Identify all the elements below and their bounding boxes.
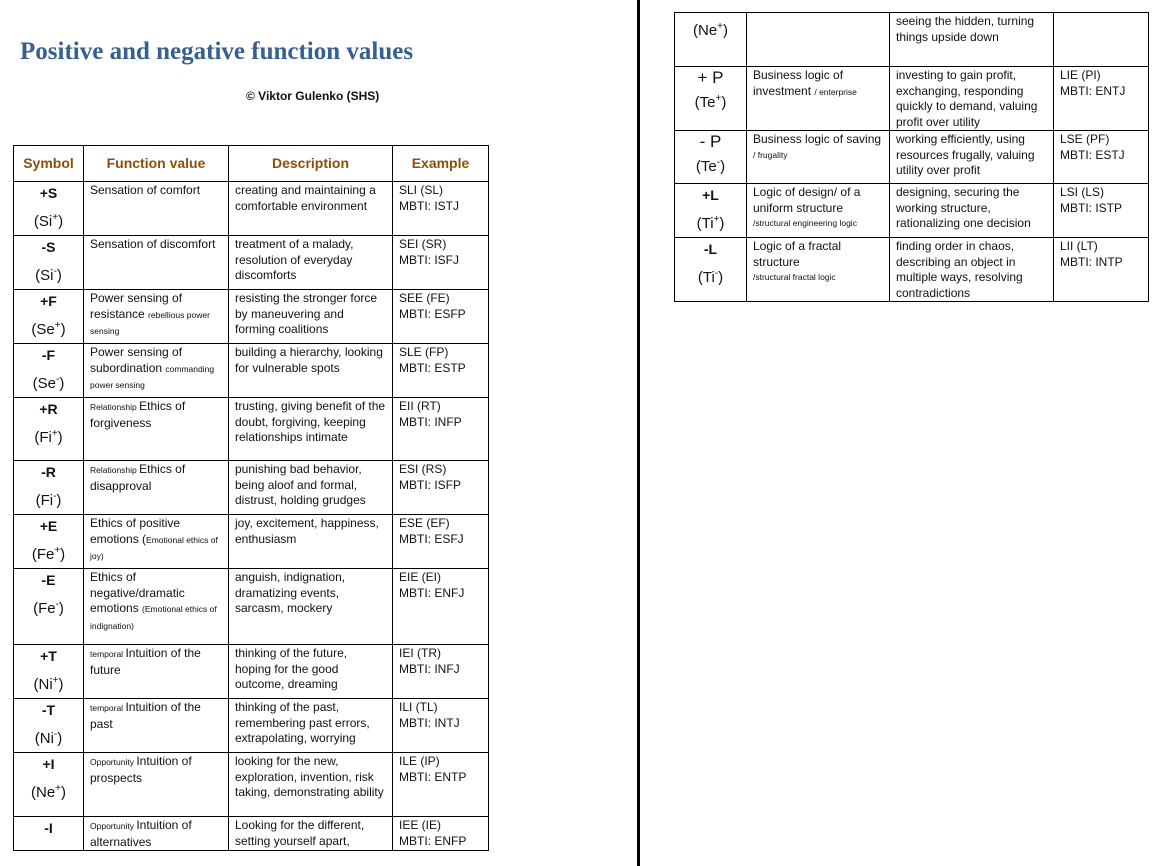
symbol-code: -S	[41, 239, 56, 255]
description-cell: thinking of the future, hoping for the good outcome, dreaming	[229, 645, 393, 699]
symbol-code: -F	[41, 347, 56, 363]
symbol-code: +I	[42, 756, 55, 772]
symbol-cell	[14, 645, 84, 699]
function-values-table-continued	[674, 12, 1149, 302]
example-cell: LSE (PF) MBTI: ESTJ	[1054, 131, 1149, 184]
page-divider	[637, 0, 640, 866]
symbol-function: (Fi-)	[35, 491, 62, 509]
symbol-cell	[14, 290, 84, 344]
symbol-function: (Fe+)	[31, 545, 66, 563]
example-cell: LII (LT) MBTI: INTP	[1054, 238, 1149, 302]
header-example: Example	[393, 146, 489, 182]
example-cell: ESE (EF) MBTI: ESFJ	[393, 515, 489, 569]
symbol-code: -I	[44, 820, 53, 836]
example-cell: ILE (IP) MBTI: ENTP	[393, 753, 489, 817]
function-value-cell: Opportunity Intuition of alternatives	[84, 817, 229, 851]
table-row	[14, 344, 489, 398]
function-value-cell: Relationship Ethics of disapproval	[84, 461, 229, 515]
function-value-cell: Business logic of investment / enterprise	[747, 67, 890, 131]
symbol-cell	[675, 184, 747, 238]
function-value-cell: Ethics of positive emotions (Emotional ethics of joy)	[84, 515, 229, 569]
symbol-function: (Ne+)	[30, 783, 67, 801]
description-cell: designing, securing the working structure, rationalizing one decision	[890, 184, 1054, 238]
symbol-function: (Se-)	[32, 374, 65, 392]
table-row	[14, 236, 489, 290]
symbol-function: (Se+)	[31, 320, 66, 338]
example-cell: LIE (PI) MBTI: ENTJ	[1054, 67, 1149, 131]
copyright: © Viktor Gulenko (SHS)	[246, 89, 380, 103]
symbol-function: (Si+)	[33, 212, 64, 230]
function-value-cell: Sensation of comfort	[84, 182, 229, 236]
symbol-function: (Ti+)	[696, 214, 725, 232]
symbol-code: +L	[702, 187, 719, 203]
example-cell: SEI (SR) MBTI: ISFJ	[393, 236, 489, 290]
table-row	[675, 13, 1149, 67]
symbol-function: (Te+)	[694, 93, 727, 111]
symbol-function: (Ti-)	[697, 268, 724, 286]
symbol-cell	[675, 238, 747, 302]
table-row	[14, 515, 489, 569]
symbol-function: (Si-)	[35, 266, 62, 284]
function-value-cell: Ethics of negative/dramatic emotions (Emotional ethics of indignation)	[84, 569, 229, 645]
description-cell: building a hierarchy, looking for vulnerable spots	[229, 344, 393, 398]
example-cell: IEI (TR) MBTI: INFJ	[393, 645, 489, 699]
function-value-cell: Relationship Ethics of forgiveness	[84, 398, 229, 461]
function-value-cell	[747, 13, 890, 67]
table-row	[14, 753, 489, 817]
example-cell: ILI (TL) MBTI: INTJ	[393, 699, 489, 753]
symbol-code: +S	[39, 185, 58, 201]
example-cell: SEE (FE) MBTI: ESFP	[393, 290, 489, 344]
example-cell: EII (RT) MBTI: INFP	[393, 398, 489, 461]
symbol-code: -L	[703, 241, 718, 257]
header-symbol: Symbol	[14, 146, 84, 182]
symbol-code: + P	[697, 68, 724, 87]
table-row	[14, 645, 489, 699]
function-value-cell: Power sensing of subordination commanding power sensing	[84, 344, 229, 398]
function-values-table	[13, 145, 489, 851]
symbol-cell	[14, 236, 84, 290]
description-cell: trusting, giving benefit of the doubt, forgiving, keeping relationships intimate	[229, 398, 393, 461]
description-cell: punishing bad behavior, being aloof and formal, distrust, holding grudges	[229, 461, 393, 515]
symbol-cell	[14, 699, 84, 753]
table-row	[675, 131, 1149, 184]
description-cell: treatment of a malady, resolution of everyday discomforts	[229, 236, 393, 290]
symbol-function: (Te-)	[695, 157, 726, 175]
symbol-code: - P	[699, 132, 722, 151]
table-header-row	[14, 146, 489, 182]
symbol-code: +R	[39, 401, 58, 417]
symbol-cell	[14, 753, 84, 817]
symbol-function: (Fi+)	[34, 428, 63, 446]
table-row	[14, 461, 489, 515]
table-row	[675, 67, 1149, 131]
description-cell: joy, excitement, happiness, enthusiasm	[229, 515, 393, 569]
function-value-cell: Power sensing of resistance rebellious power sensing	[84, 290, 229, 344]
example-cell: IEE (IE) MBTI: ENFP	[393, 817, 489, 851]
function-value-cell: Opportunity Intuition of prospects	[84, 753, 229, 817]
table-row	[675, 184, 1149, 238]
description-cell: Looking for the different, setting yourself apart,	[229, 817, 393, 851]
symbol-function: (Fe-)	[33, 599, 64, 617]
table-row	[14, 569, 489, 645]
example-cell: SLE (FP) MBTI: ESTP	[393, 344, 489, 398]
description-cell: working efficiently, using resources frugally, valuing utility over profit	[890, 131, 1054, 184]
page-title: Positive and negative function values	[20, 38, 414, 65]
table-row	[14, 817, 489, 851]
table-row	[14, 699, 489, 753]
table-row	[14, 182, 489, 236]
description-cell: resisting the stronger force by maneuvering and forming coalitions	[229, 290, 393, 344]
symbol-cell	[14, 344, 84, 398]
symbol-cell	[675, 13, 747, 67]
symbol-code: +F	[40, 293, 57, 309]
symbol-cell	[14, 515, 84, 569]
table-row	[14, 398, 489, 461]
symbol-cell	[675, 67, 747, 131]
example-cell: ESI (RS) MBTI: ISFP	[393, 461, 489, 515]
symbol-cell	[14, 182, 84, 236]
symbol-code: -T	[41, 702, 56, 718]
description-cell: looking for the new, exploration, invention, risk taking, demonstrating ability	[229, 753, 393, 817]
function-value-cell: Business logic of saving / frugality	[747, 131, 890, 184]
symbol-function: (Ni-)	[34, 729, 63, 747]
symbol-function: (Ni+)	[33, 675, 64, 693]
symbol-code: +E	[39, 518, 58, 534]
description-cell: investing to gain profit, exchanging, responding quickly to demand, valuing profit over utility	[890, 67, 1054, 131]
symbol-code: +T	[40, 648, 57, 664]
symbol-cell	[14, 461, 84, 515]
description-cell: anguish, indignation, dramatizing events, sarcasm, mockery	[229, 569, 393, 645]
example-cell: LSI (LS) MBTI: ISTP	[1054, 184, 1149, 238]
function-value-cell: Logic of a fractal structure /structural fractal logic	[747, 238, 890, 302]
example-cell: EIE (EI) MBTI: ENFJ	[393, 569, 489, 645]
function-value-cell: temporal Intuition of the past	[84, 699, 229, 753]
symbol-function: (Ne+)	[692, 21, 729, 39]
description-cell: seeing the hidden, turning things upside down	[890, 13, 1054, 67]
function-value-cell: Logic of design/ of a uniform structure /structural engineering logic	[747, 184, 890, 238]
header-function-value: Function value	[84, 146, 229, 182]
description-cell: thinking of the past, remembering past errors, extrapolating, worrying	[229, 699, 393, 753]
function-value-cell: Sensation of discomfort	[84, 236, 229, 290]
table-row	[675, 238, 1149, 302]
table-row	[14, 290, 489, 344]
description-cell: creating and maintaining a comfortable environment	[229, 182, 393, 236]
function-value-cell: temporal Intuition of the future	[84, 645, 229, 699]
symbol-cell	[14, 398, 84, 461]
symbol-code: -E	[41, 572, 56, 588]
example-cell: SLI (SL) MBTI: ISTJ	[393, 182, 489, 236]
description-cell: finding order in chaos, describing an object in multiple ways, resolving contradictions	[890, 238, 1054, 302]
header-description: Description	[229, 146, 393, 182]
example-cell	[1054, 13, 1149, 67]
symbol-cell	[675, 131, 747, 184]
symbol-cell	[14, 569, 84, 645]
symbol-code: -R	[41, 464, 56, 480]
symbol-cell	[14, 817, 84, 851]
